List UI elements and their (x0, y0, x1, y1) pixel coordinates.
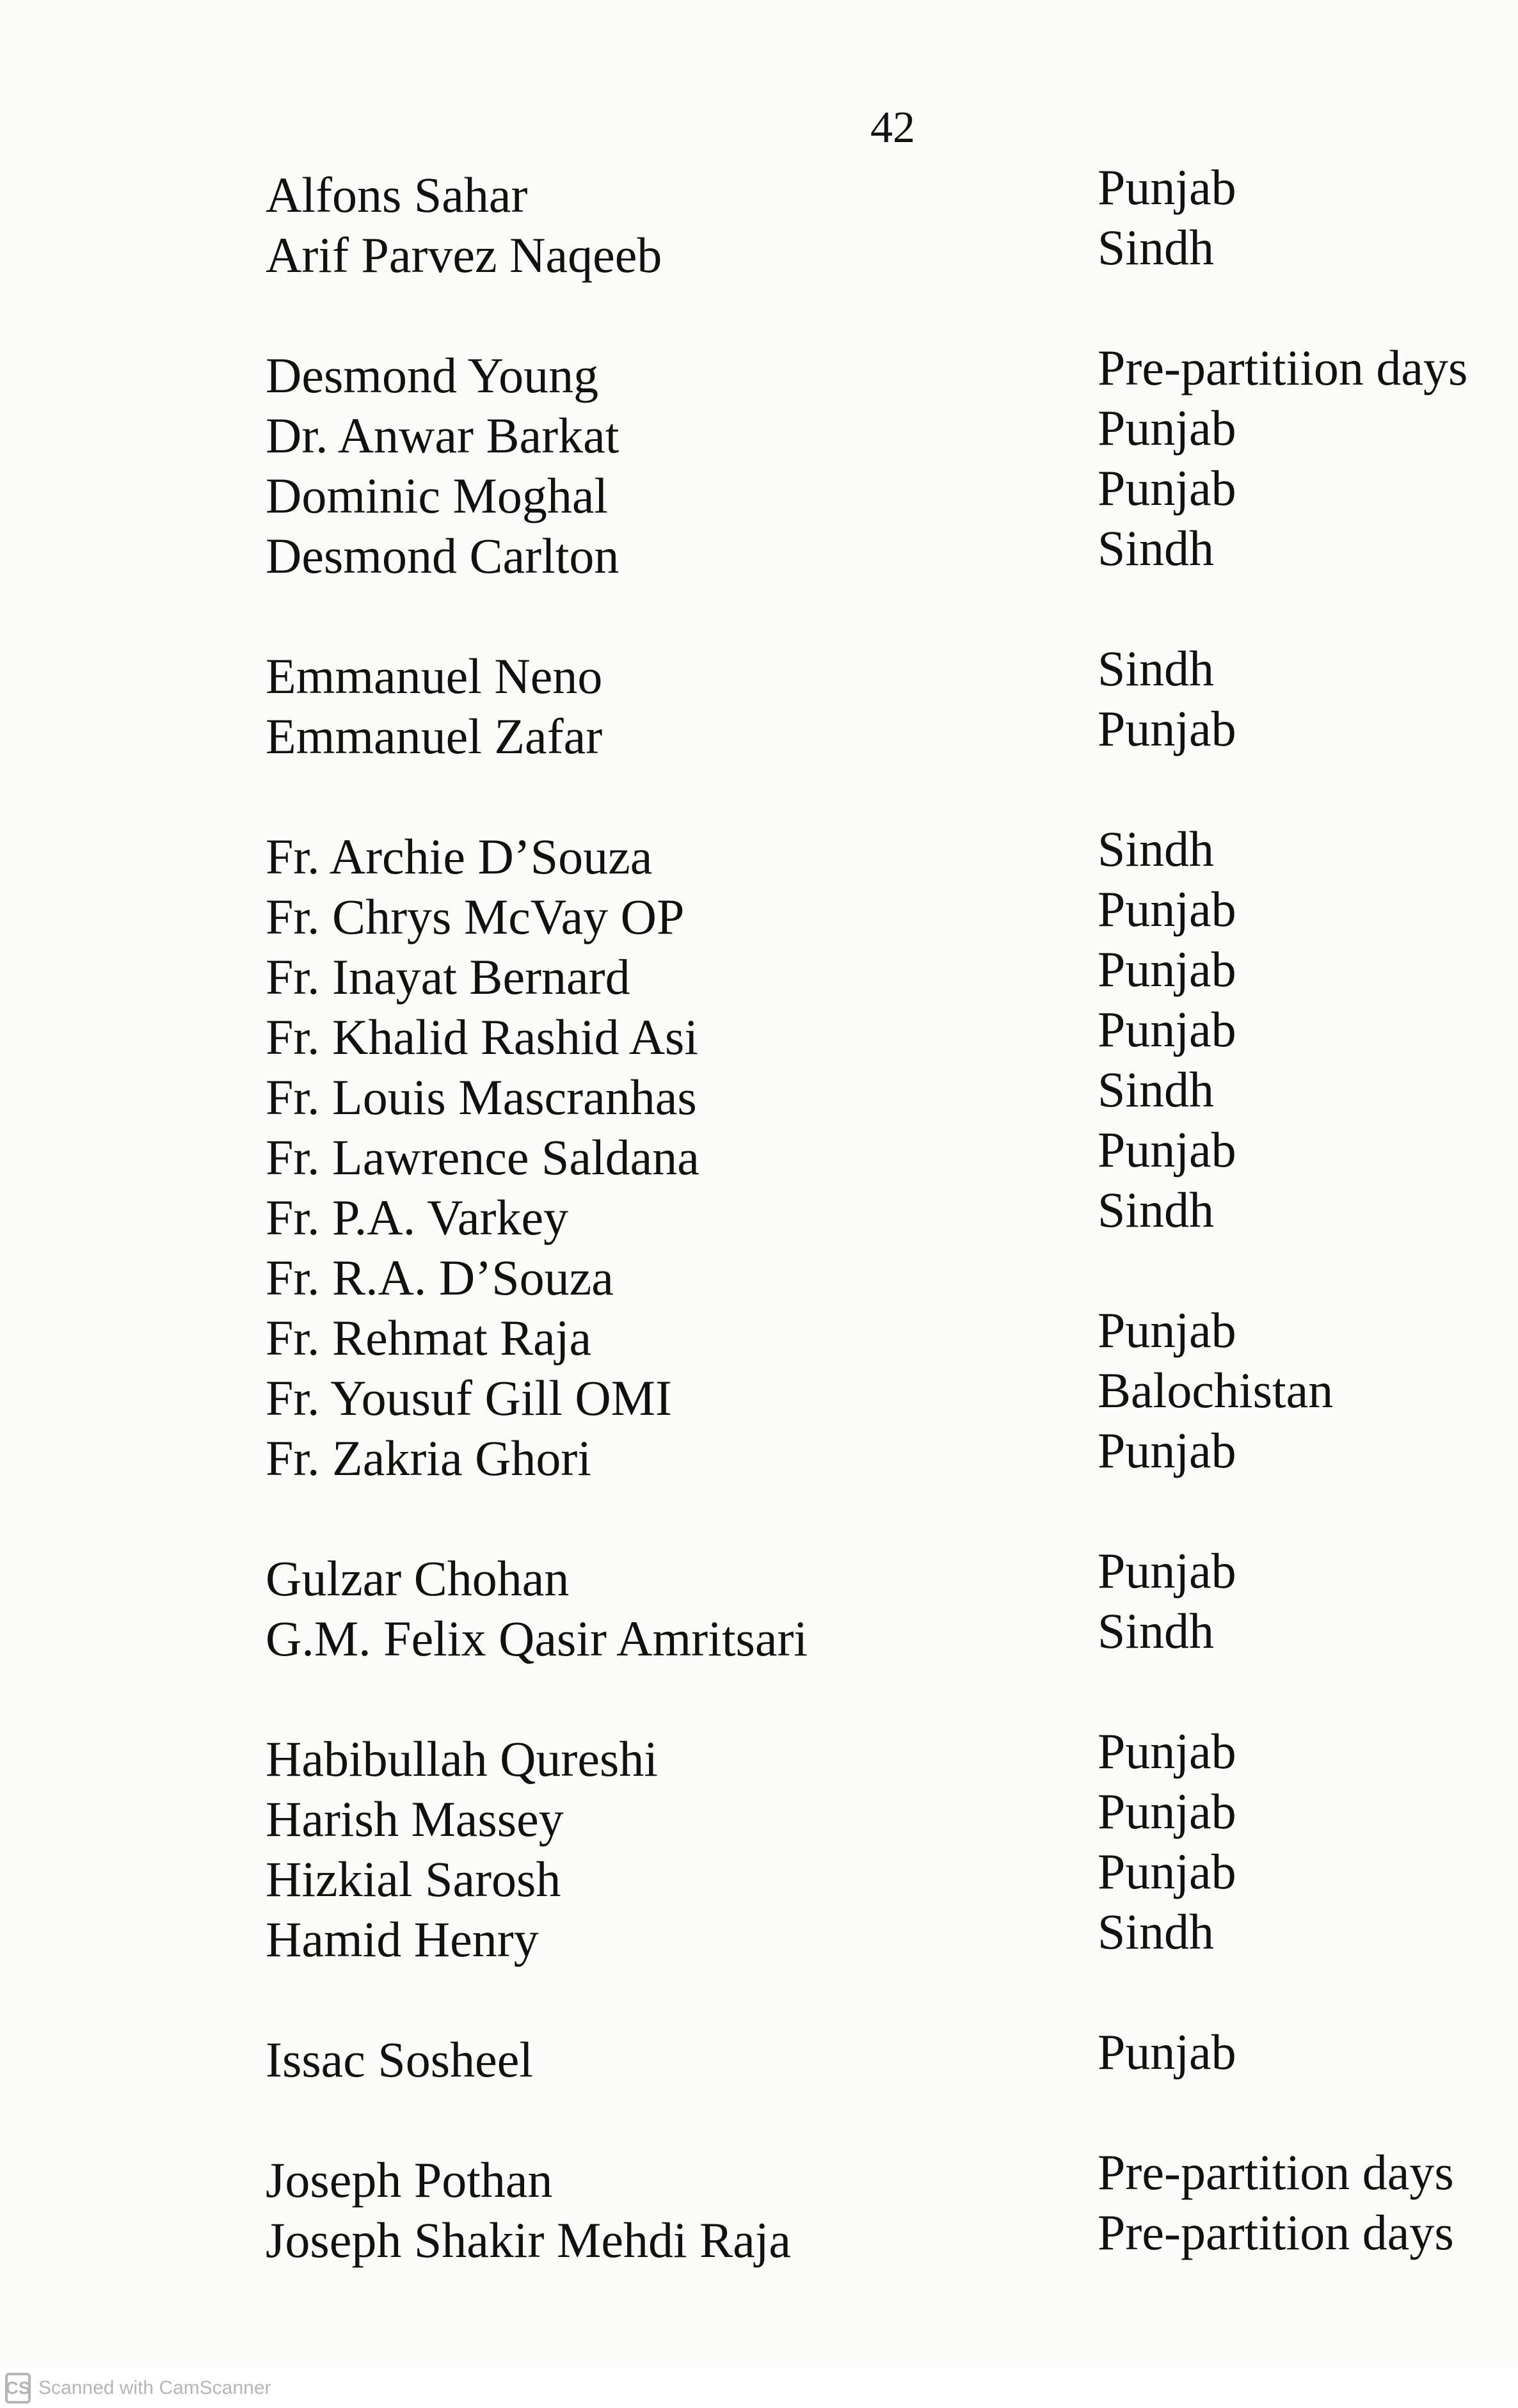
person-name: Joseph Shakir Mehdi Raja (266, 2212, 792, 2268)
region: Pre-partition days (1098, 2205, 1454, 2260)
region: Punjab (1098, 460, 1236, 516)
list-item (266, 1302, 1482, 1368)
region: Punjab (1098, 1001, 1236, 1057)
list-item (266, 159, 1482, 225)
person-name: Fr. Zakria Ghori (266, 1430, 592, 1486)
person-name: Hizkial Sarosh (266, 1851, 561, 1907)
region: Punjab (1098, 1543, 1236, 1599)
letter-group (266, 340, 1482, 586)
list-item (266, 1543, 1482, 1609)
region: Punjab (1098, 1423, 1236, 1478)
list-item (266, 1783, 1482, 1849)
person-name: Fr. P.A. Varkey (266, 1190, 569, 1245)
region: Sindh (1098, 1182, 1215, 1238)
list-item (266, 881, 1482, 947)
list-item (266, 2024, 1482, 2090)
person-name: Fr. Khalid Rashid Asi (266, 1009, 699, 1065)
list-item (266, 1182, 1482, 1248)
region: Punjab (1098, 1844, 1236, 1899)
list-item (266, 701, 1482, 767)
list-item (266, 1904, 1482, 1970)
region: Punjab (1098, 1783, 1236, 1839)
region: Balochistan (1098, 1362, 1334, 1418)
list-item (266, 1248, 1482, 1308)
region: Punjab (1098, 159, 1236, 215)
list-item (266, 2144, 1482, 2210)
letter-group (266, 1723, 1482, 1970)
region: Pre-partitiion days (1098, 340, 1468, 395)
region: Sindh (1098, 520, 1215, 576)
name-region-list (266, 159, 1482, 2331)
person-name: Fr. R.A. D’Souza (266, 1250, 614, 1305)
region: Sindh (1098, 1603, 1215, 1659)
list-item (266, 1844, 1482, 1910)
person-name: Fr. Rehmat Raja (266, 1310, 592, 1366)
letter-group (266, 2024, 1482, 2090)
list-item (266, 1423, 1482, 1488)
region: Sindh (1098, 821, 1215, 877)
person-name: Alfons Sahar (266, 167, 528, 223)
person-name: Desmond Young (266, 347, 599, 403)
region: Sindh (1098, 1904, 1215, 1959)
person-name: Gulzar Chohan (266, 1551, 570, 1606)
letter-group (266, 641, 1482, 767)
list-item (266, 340, 1482, 406)
region: Punjab (1098, 941, 1236, 997)
region: Punjab (1098, 400, 1236, 456)
person-name: Hamid Henry (266, 1911, 539, 1967)
list-item (266, 941, 1482, 1007)
list-item (266, 520, 1482, 586)
camscanner-logo-icon: CS (5, 2373, 31, 2404)
list-item (266, 2205, 1482, 2270)
list-item (266, 1122, 1482, 1188)
region: Punjab (1098, 701, 1236, 756)
region: Punjab (1098, 881, 1236, 937)
camscanner-footer (0, 2368, 1518, 2408)
person-name: G.M. Felix Qasir Amritsari (266, 1611, 808, 1666)
region: Punjab (1098, 2024, 1236, 2080)
letter-group (266, 1543, 1482, 1669)
camscanner-text: Scanned with CamScanner (38, 2377, 271, 2398)
person-name: Fr. Lawrence Saldana (266, 1129, 699, 1185)
region: Sindh (1098, 641, 1215, 696)
person-name: Harish Massey (266, 1791, 564, 1847)
person-name: Fr. Archie D’Souza (266, 829, 653, 884)
list-item (266, 1062, 1482, 1128)
person-name: Fr. Chrys McVay OP (266, 889, 685, 945)
region: Sindh (1098, 219, 1215, 275)
region: Pre-partition days (1098, 2144, 1454, 2200)
list-item (266, 1603, 1482, 1669)
person-name: Dominic Moghal (266, 468, 609, 523)
list-item (266, 821, 1482, 887)
region: Sindh (1098, 1062, 1215, 1117)
person-name: Emmanuel Zafar (266, 708, 603, 764)
person-name: Fr. Louis Mascranhas (266, 1069, 697, 1125)
list-item (266, 219, 1482, 285)
person-name: Joseph Pothan (266, 2152, 553, 2208)
letter-group (266, 159, 1482, 285)
list-item (266, 1362, 1482, 1428)
person-name: Fr. Inayat Bernard (266, 949, 630, 1005)
region: Punjab (1098, 1122, 1236, 1177)
person-name: Arif Parvez Naqeeb (266, 227, 662, 283)
list-item (266, 400, 1482, 466)
person-name: Habibullah Qureshi (266, 1731, 659, 1787)
letter-group (266, 821, 1482, 1488)
person-name: Emmanuel Neno (266, 648, 603, 704)
page-number: 42 (870, 103, 915, 152)
list-item (266, 1723, 1482, 1789)
list-item (266, 1001, 1482, 1067)
person-name: Issac Sosheel (266, 2032, 534, 2087)
list-item (266, 460, 1482, 526)
person-name: Desmond Carlton (266, 528, 619, 584)
letter-group (266, 2144, 1482, 2270)
region: Punjab (1098, 1302, 1236, 1358)
person-name: Dr. Anwar Barkat (266, 408, 619, 463)
person-name: Fr. Yousuf Gill OMI (266, 1370, 673, 1426)
list-item (266, 641, 1482, 706)
region: Punjab (1098, 1723, 1236, 1779)
